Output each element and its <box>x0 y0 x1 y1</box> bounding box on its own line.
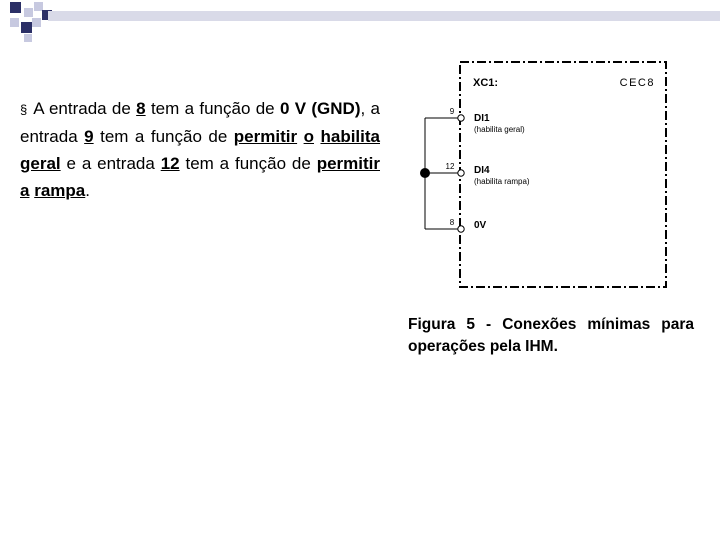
terminal-pin-8 <box>458 226 464 232</box>
terminal-desc-di4: (habilita rampa) <box>474 177 530 186</box>
text-segment: tem a função de <box>179 154 317 173</box>
connection-diagram <box>410 55 680 295</box>
highlight-12: 12 <box>160 154 180 173</box>
text-segment: . <box>85 181 90 200</box>
deco-square-light-3 <box>10 18 19 27</box>
pin-number-9: 9 <box>449 107 455 116</box>
junction-dot <box>420 168 430 178</box>
text-segment: , a entrada <box>20 99 380 146</box>
highlight-0v-gnd: 0 V (GND) <box>279 99 361 118</box>
highlight-permitir: permitir <box>233 127 298 146</box>
highlight-geral: geral <box>20 154 61 173</box>
module-label: CEC8 <box>619 77 655 89</box>
terminal-pin-9 <box>458 115 464 121</box>
highlight-permitir-2: permitir <box>316 154 380 173</box>
deco-square-dark-1 <box>10 2 21 13</box>
terminal-pin-12 <box>458 170 464 176</box>
terminal-name-di1: DI1 <box>474 113 490 124</box>
deco-square-light-5 <box>24 34 32 42</box>
highlight-a: a <box>20 181 30 200</box>
deco-square-dark-2 <box>21 22 32 33</box>
text-segment: tem a função de <box>93 127 234 146</box>
pin-number-12: 12 <box>445 162 455 171</box>
text-segment: e a entrada <box>60 154 161 173</box>
terminal-name-di4: DI4 <box>474 165 490 176</box>
highlight-8: 8 <box>136 99 146 118</box>
highlight-rampa: rampa <box>34 181 86 200</box>
highlight-o: o <box>303 127 314 146</box>
connector-box <box>460 62 666 287</box>
deco-bar <box>48 11 720 21</box>
main-paragraph <box>20 95 380 204</box>
highlight-habilita: habilita <box>320 127 380 146</box>
terminal-desc-di1: (habilita geral) <box>474 125 525 134</box>
deco-square-light-1 <box>24 8 33 17</box>
text-segment: A entrada de <box>33 99 137 118</box>
text-segment: tem a função de <box>145 99 280 118</box>
deco-square-light-4 <box>32 18 41 27</box>
terminal-name-0v: 0V <box>474 220 487 231</box>
bullet-icon: § <box>20 102 28 117</box>
pin-number-8: 8 <box>449 218 455 227</box>
highlight-9: 9 <box>84 127 94 146</box>
connector-header: XC1: <box>473 77 499 89</box>
figure-caption: Figura 5 - Conexões mínimas para operações pela IHM. <box>408 316 694 355</box>
decorative-header <box>0 0 720 45</box>
